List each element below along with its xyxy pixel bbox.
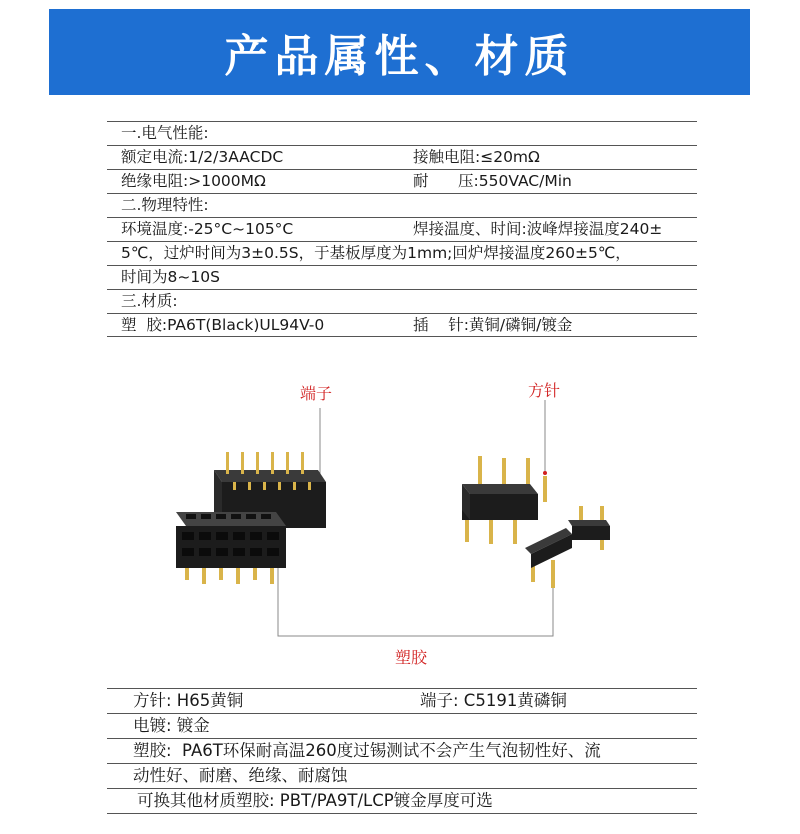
pin-spec: 插 针:黄铜/磷铜/镀金: [413, 316, 573, 334]
plating-material: 电镀: 镀金: [133, 716, 210, 735]
contact-resistance: 接触电阻:≤20mΩ: [413, 148, 540, 166]
alternative-materials: 可换其他材质塑胶: PBT/PA9T/LCP镀金厚度可选: [137, 791, 493, 810]
label-terminal: 端子: [300, 384, 333, 403]
insulation-resistance: 绝缘电阻:>1000MΩ: [121, 172, 266, 190]
material-row: [107, 788, 697, 814]
terminal-material: 端子: C5191黄磷铜: [420, 691, 567, 710]
material-row: [107, 688, 697, 713]
female-header-front: [176, 512, 286, 584]
section-heading: 二.物理特性:: [121, 196, 209, 214]
section-heading: 三.材质:: [121, 292, 178, 310]
withstand-voltage: 耐 压:550VAC/Min: [413, 172, 572, 190]
pin-material: 方针: H65黄铜: [133, 691, 244, 710]
plastic-spec: 塑 胶:PA6T(Black)UL94V-0: [121, 316, 325, 334]
page-title: 产品属性、材质: [224, 31, 575, 82]
environment-temperature: 环境温度:-25°C~105°C: [121, 220, 294, 238]
label-plastic: 塑胶: [395, 648, 428, 667]
material-row: [107, 713, 697, 738]
material-row: [107, 763, 697, 788]
label-pin: 方针: [528, 381, 561, 400]
callout-dot: [543, 471, 547, 475]
rated-current: 额定电流:1/2/3AACDC: [121, 148, 284, 166]
material-row: [107, 738, 697, 763]
soldering-spec: 焊接温度、时间:波峰焊接温度240±: [413, 220, 663, 238]
male-header-large: [462, 456, 547, 544]
section-heading: 一.电气性能:: [121, 124, 209, 142]
plastic-material: 塑胶: PA6T环保耐高温260度过锡测试不会产生气泡韧性好、流: [133, 741, 601, 760]
plastic-material-cont: 动性好、耐磨、绝缘、耐腐蚀: [133, 766, 348, 785]
soldering-spec-cont: 5℃，过炉时间为3±0.5S，于基板厚度为1mm;回炉焊接温度260±5℃，: [121, 244, 631, 262]
soldering-spec-cont: 时间为8~10S: [121, 268, 220, 286]
